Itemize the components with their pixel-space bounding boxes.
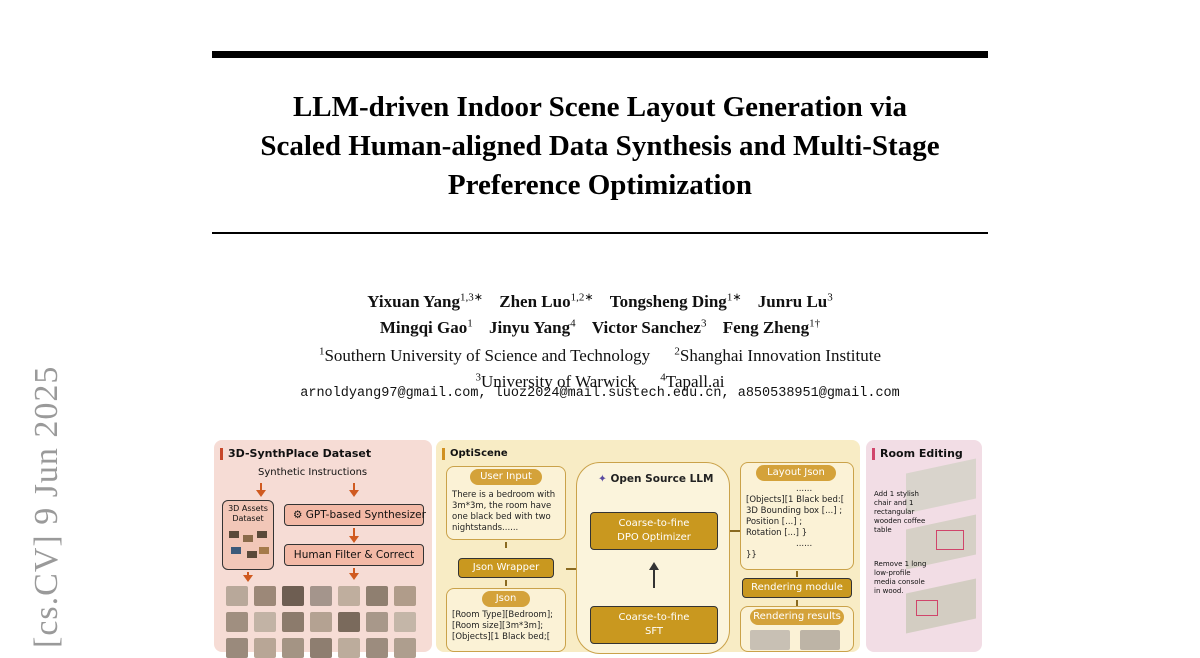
scene-thumbnail	[310, 638, 332, 658]
room-editing-panel	[866, 440, 982, 652]
furniture-icon	[247, 551, 257, 558]
author: Yixuan Yang$^{1,3∗}$	[367, 291, 483, 311]
scene-thumbnail	[226, 586, 248, 606]
connector-line	[730, 530, 740, 532]
edit-highlight	[936, 530, 964, 550]
edit-instruction-1: Add 1 stylish chair and 1 rectangular wooden coffee table	[874, 490, 926, 534]
assets-label: 3D Assets Dataset	[228, 504, 268, 523]
furniture-icon	[257, 531, 267, 538]
scene-thumbnail	[254, 612, 276, 632]
scene-thumbnail	[282, 638, 304, 658]
arrow-down-icon	[243, 575, 253, 582]
render-thumbnail	[800, 630, 840, 650]
author: Jinyu Yang$^4$	[489, 317, 576, 338]
author-list	[200, 286, 1000, 339]
layout-json-text: ...... [Objects][1 Black bed:[ 3D Bounding box [...] ; Position [...] ; Rotation [...] } ...... }}	[746, 484, 845, 560]
json-label: Json	[482, 591, 530, 607]
author: Feng Zheng$^{1\dagger}$	[722, 317, 821, 338]
arxiv-watermark: [cs.CV] 9 Jun 2025	[28, 365, 65, 648]
bottom-rule	[212, 232, 988, 234]
edit-highlight	[916, 600, 938, 616]
rendering-module-box: Rendering module	[742, 578, 852, 598]
scene-thumbnail	[366, 638, 388, 658]
arrow-line	[796, 571, 798, 577]
furniture-icon	[243, 535, 253, 542]
layout-json-label: Layout Json	[756, 465, 836, 481]
gpt-synthesizer-box	[284, 504, 424, 526]
arrow-down-icon	[349, 536, 359, 543]
assets-box	[222, 500, 274, 570]
title-line-2: Scaled Human-aligned Data Synthesis and Multi-Stage	[260, 130, 940, 162]
rendering-results-label: Rendering results	[750, 609, 844, 625]
arrow-line	[505, 542, 507, 548]
arrow-up-icon	[649, 562, 659, 570]
dataset-panel	[214, 440, 432, 652]
title-line-3: Preference Optimization	[447, 169, 753, 201]
top-rule	[212, 51, 988, 58]
scene-thumbnail	[282, 612, 304, 632]
gpt-synthesizer-label: GPT-based Synthesizer	[305, 509, 426, 521]
arrow-down-icon	[256, 490, 266, 497]
scene-thumbnail	[254, 586, 276, 606]
edit-instruction-2: Remove 1 long low-profile media console in wood.	[874, 560, 927, 595]
gpt-logo-icon: ⚙	[293, 509, 303, 521]
scene-thumbnail	[282, 586, 304, 606]
render-thumbnail	[750, 630, 790, 650]
scene-thumbnail	[226, 638, 248, 658]
furniture-icon	[231, 547, 241, 554]
scene-thumbnail	[394, 612, 416, 632]
user-input-label: User Input	[470, 469, 542, 485]
dpo-optimizer-box: Coarse-to-fine DPO Optimizer	[590, 512, 718, 550]
affiliation: $^4$Tapall.ai	[660, 371, 725, 392]
dataset-title: 3D-SynthPlace Dataset	[220, 448, 371, 460]
scene-thumbnail	[338, 638, 360, 658]
arrow-line	[505, 580, 507, 586]
llm-logo-icon: ✦	[598, 473, 607, 485]
arrow-down-icon	[349, 490, 359, 497]
room-editing-title: Room Editing	[872, 448, 963, 460]
human-filter-box: Human Filter & Correct	[284, 544, 424, 566]
sft-box: Coarse-to-fine SFT	[590, 606, 718, 644]
synthetic-instructions-label: Synthetic Instructions	[258, 467, 368, 478]
json-wrapper-box: Json Wrapper	[458, 558, 554, 578]
scene-thumbnail	[338, 612, 360, 632]
scene-thumbnail	[366, 612, 388, 632]
paper-title	[200, 88, 1000, 205]
affiliation: $^1$Southern University of Science and Technology	[318, 345, 651, 365]
furniture-icon	[259, 547, 269, 554]
author: Mingqi Gao$^1$	[379, 317, 473, 338]
scene-thumbnail	[310, 612, 332, 632]
affiliation: $^2$Shanghai Innovation Institute	[674, 345, 882, 365]
overview-figure	[214, 438, 982, 648]
author: Tongsheng Ding$^{1∗}$	[609, 291, 742, 311]
scene-thumbnail	[310, 586, 332, 606]
scene-thumbnail	[394, 638, 416, 658]
user-input-text: There is a bedroom with 3m*3m, the room have one black bed with two nightstands......	[452, 490, 556, 533]
optiscene-title: OptiScene	[442, 448, 508, 460]
scene-thumbnail	[254, 638, 276, 658]
scene-thumbnail	[366, 586, 388, 606]
connector-line	[566, 568, 576, 570]
arrow-up-line	[653, 568, 655, 588]
arrow-down-icon	[349, 573, 359, 580]
author: Junru Lu$^3$	[757, 291, 833, 311]
llm-label: ✦ Open Source LLM	[598, 473, 714, 485]
author: Victor Sanchez$^3$	[591, 317, 707, 338]
optiscene-panel	[436, 440, 860, 652]
scene-thumbnail	[338, 586, 360, 606]
author-emails[interactable]: arnoldyang97@gmail.com, luoz2024@mail.sustech.edu.cn, a850538951@gmail.com	[300, 386, 900, 401]
title-line-1: LLM-driven Indoor Scene Layout Generation via	[292, 91, 908, 123]
affiliation: $^3$University of Warwick	[475, 371, 637, 392]
scene-thumbnail	[226, 612, 248, 632]
furniture-icon	[229, 531, 239, 538]
scene-thumbnail	[394, 586, 416, 606]
author: Zhen Luo$^{1,2∗}$	[499, 291, 594, 311]
json-text: [Room Type][Bedroom]; [Room size][3m*3m]; [Objects][1 Black bed;[	[452, 610, 554, 642]
